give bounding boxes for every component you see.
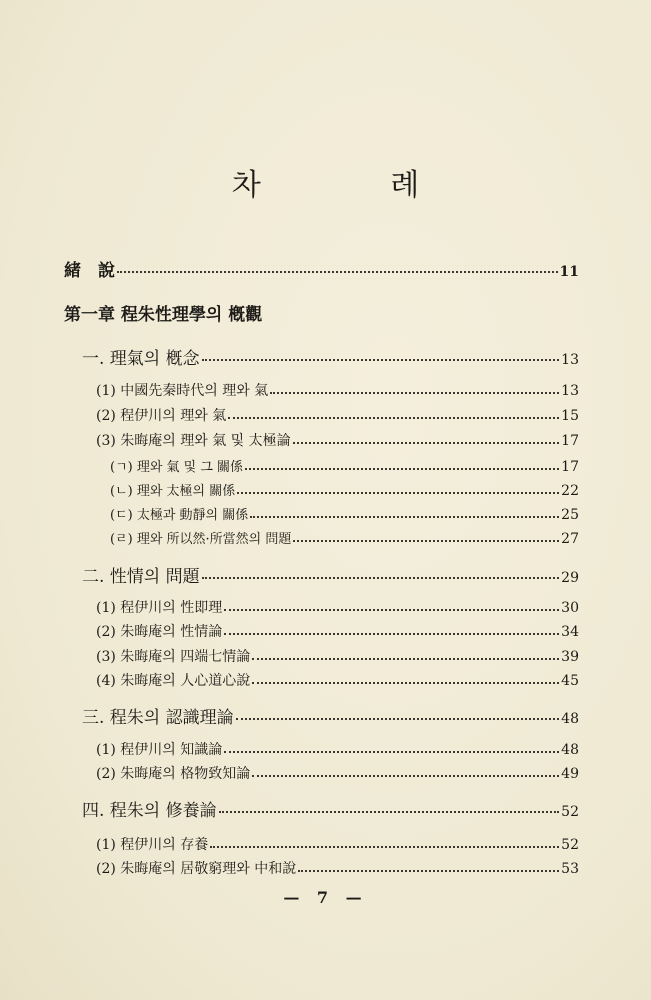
toc-subsection: [96, 597, 579, 617]
dot-leader: [224, 751, 559, 753]
toc-section: [82, 344, 579, 369]
toc-subsubsection: [110, 528, 579, 547]
toc-entry-label: (2) 程伊川의 理와 氣: [96, 408, 227, 424]
toc-entry-label: (1) 程伊川의 性即理: [96, 600, 223, 616]
toc-entry-page: 52: [561, 837, 579, 853]
toc-entry-label: (2) 朱晦庵의 格物致知論: [96, 766, 251, 782]
toc-section: [82, 796, 579, 821]
toc-entry-label: (2) 朱晦庵의 性情論: [96, 624, 223, 640]
toc-subsection: [96, 646, 579, 666]
toc-entry-label: (1) 中國先秦時代의 理와 氣: [96, 383, 269, 399]
page-number: — 7 —: [283, 888, 368, 907]
dot-leader: [236, 718, 560, 720]
toc-entry-label: 三. 程朱의 認識理論: [82, 708, 234, 728]
toc-subsection: [96, 380, 579, 400]
toc-subsubsection: [110, 480, 579, 499]
toc-entry-label: (3) 朱晦庵의 四端七情論: [96, 649, 251, 665]
toc-entry-label: (2) 朱晦庵의 居敬窮理와 中和說: [96, 861, 297, 877]
dot-leader: [219, 811, 560, 813]
toc-entry-page: 11: [559, 264, 579, 280]
toc-entry-page: 13: [561, 352, 579, 368]
toc-entry-intro: [64, 256, 579, 281]
dot-leader: [202, 577, 560, 579]
toc-entry-label: 一. 理氣의 槪念: [82, 349, 200, 369]
dot-leader: [293, 540, 559, 542]
dot-leader: [224, 609, 559, 611]
toc-entry-page: 29: [561, 570, 579, 586]
toc-entry-page: 49: [561, 766, 579, 782]
toc-entry-page: 52: [561, 804, 579, 820]
toc-entry-page: 30: [561, 600, 579, 616]
toc-entry-page: 15: [561, 408, 579, 424]
dot-leader: [250, 516, 559, 518]
toc-entry-page: 17: [561, 459, 579, 475]
dot-leader: [202, 359, 560, 361]
toc-entry-label: 緒 說: [64, 261, 115, 281]
toc-entry-label: (ㄱ) 理와 氣 및 그 關係: [110, 460, 244, 475]
toc-entry-page: 17: [561, 433, 579, 449]
toc-subsection: [96, 670, 579, 690]
toc-entry-label: 二. 性情의 問題: [82, 567, 200, 587]
toc-entry-label: (4) 朱晦庵의 人心道心說: [96, 673, 251, 689]
toc-entry-page: 13: [561, 383, 579, 399]
dot-leader: [237, 492, 559, 494]
toc-entry-page: 48: [561, 742, 579, 758]
toc-entry-label: (ㄴ) 理와 太極의 關係: [110, 484, 236, 499]
dot-leader: [117, 271, 558, 273]
dot-leader: [293, 442, 560, 444]
dot-leader: [252, 658, 559, 660]
dot-leader: [270, 392, 559, 394]
toc-subsection: [96, 763, 579, 783]
toc-subsection: [96, 834, 579, 854]
toc-entry-label: (1) 程伊川의 知識論: [96, 742, 223, 758]
toc-subsubsection: [110, 456, 579, 475]
toc-entry-page: 45: [561, 673, 579, 689]
toc-entry-label: (1) 程伊川의 存養: [96, 837, 209, 853]
toc-entry-page: 48: [561, 711, 579, 727]
toc-entry-page: 25: [561, 507, 579, 523]
toc-entry-page: 27: [561, 531, 579, 547]
dot-leader: [210, 846, 559, 848]
dot-leader: [224, 633, 559, 635]
dot-leader: [252, 682, 559, 684]
page-title: 차 례: [231, 168, 480, 203]
toc-entry-label: (3) 朱晦庵의 理와 氣 및 太極論: [96, 433, 291, 449]
toc-subsection: [96, 621, 579, 641]
dot-leader: [252, 775, 559, 777]
toc-entry-page: 39: [561, 649, 579, 665]
toc-section: [82, 562, 579, 587]
toc-entry-label: 四. 程朱의 修養論: [82, 801, 217, 821]
toc-entry-page: 34: [561, 624, 579, 640]
toc-section: [82, 703, 579, 728]
toc-entry-page: 53: [561, 861, 579, 877]
toc-entry-page: 22: [561, 483, 579, 499]
dot-leader: [245, 468, 559, 470]
toc-subsection: [96, 739, 579, 759]
toc-subsection: [96, 430, 579, 450]
toc-entry-label: (ㄷ) 太極과 動靜의 關係: [110, 508, 249, 523]
dot-leader: [228, 417, 559, 419]
toc-subsubsection: [110, 504, 579, 523]
dot-leader: [298, 870, 559, 872]
toc-subsection: [96, 858, 579, 878]
toc-subsection: [96, 405, 579, 425]
chapter-heading: 第一章 程朱性理學의 槪觀: [64, 305, 263, 325]
toc-entry-label: (ㄹ) 理와 所以然·所當然의 問題: [110, 532, 292, 547]
